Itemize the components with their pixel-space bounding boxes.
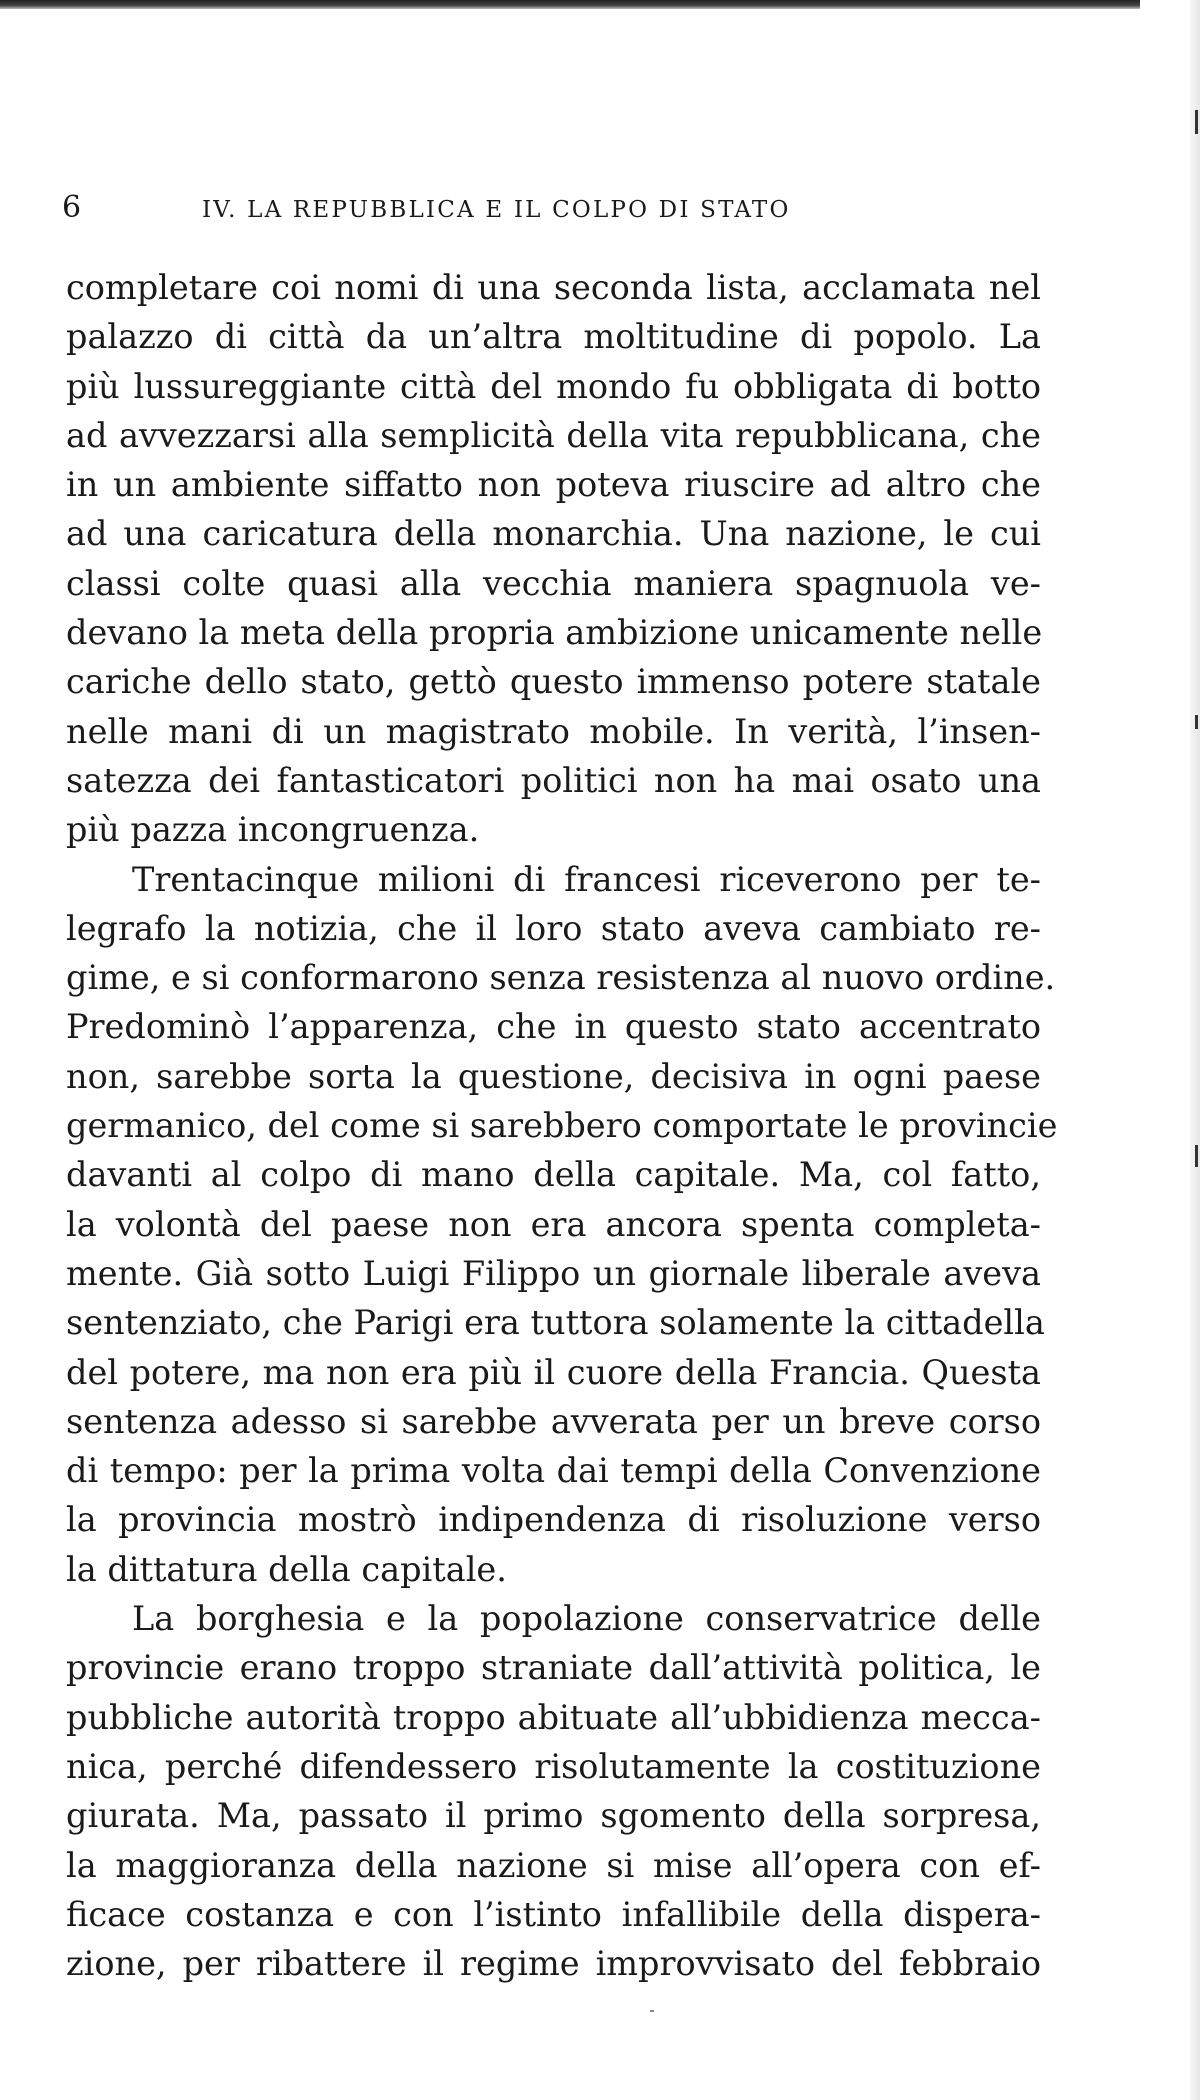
text-line: la maggioranza della nazione si mise all’opera con ef-	[66, 1845, 1041, 1885]
text-line: devano la meta della propria ambizione unicamente nelle	[66, 613, 1043, 653]
text-line: satezza dei fantasticatori politici non ha mai osato una	[66, 760, 1041, 800]
scan-speck	[650, 2010, 654, 2012]
text-line: del potere, ma non era più il cuore della Francia. Questa	[66, 1352, 1041, 1392]
text-line: sentenza adesso si sarebbe avverata per un breve corso	[66, 1401, 1041, 1441]
text-line: gime, e si conformarono senza resistenza al nuovo ordine.	[66, 958, 1056, 998]
text-line: la provincia mostrò indipendenza di risoluzione verso	[66, 1500, 1041, 1540]
edge-mark	[1195, 715, 1198, 729]
text-line: mente. Già sotto Luigi Filippo un giornale liberale aveva	[66, 1253, 1041, 1293]
text-line: nelle mani di un magistrato mobile. In verità, l’insen-	[66, 711, 1041, 751]
text-line: cariche dello stato, gettò questo immenso potere statale	[66, 662, 1041, 702]
edge-mark	[1195, 110, 1198, 134]
text-line: la volontà del paese non era ancora spenta completa-	[66, 1204, 1041, 1244]
text-line: pubbliche autorità troppo abituate all’ubbidienza mecca-	[66, 1697, 1041, 1737]
text-line: più pazza incongruenza.	[66, 810, 480, 850]
text-line: La borghesia e la popolazione conservatrice delle	[132, 1599, 1041, 1639]
right-scan-edge	[1190, 0, 1200, 2100]
text-line: classi colte quasi alla vecchia maniera spagnuola ve-	[66, 563, 1041, 603]
text-line: ad avvezzarsi alla semplicità della vita repubblicana, che	[66, 415, 1041, 455]
page-header	[62, 190, 1062, 226]
text-line: germanico, del come si sarebbero comportate le provincie	[66, 1106, 1058, 1146]
text-line: in un ambiente siffatto non poteva riuscire ad altro che	[66, 465, 1041, 505]
text-line: giurata. Ma, passato il primo sgomento della sorpresa,	[66, 1796, 1041, 1836]
text-line: la dittatura della capitale.	[66, 1549, 507, 1589]
text-line: provincie erano troppo straniate dall’attività politica, le	[66, 1648, 1041, 1688]
text-line: nica, perché difendessero risolutamente la costituzione	[66, 1746, 1041, 1786]
text-line: di tempo: per la prima volta dai tempi della Convenzione	[66, 1451, 1041, 1491]
paragraph	[66, 263, 1041, 855]
text-line: ficace costanza e con l’istinto infallibile della dispera-	[66, 1894, 1041, 1934]
text-line: Trentacinque milioni di francesi riceverono per te-	[132, 859, 1041, 899]
text-line: zione, per ribattere il regime improvvisato del febbraio	[66, 1944, 1041, 1984]
page-number: 6	[62, 190, 82, 225]
text-line: completare coi nomi di una seconda lista, acclamata nel	[66, 268, 1041, 307]
top-scan-border	[0, 0, 1140, 9]
paragraph	[66, 855, 1058, 1594]
running-head: IV. LA REPUBBLICA E IL COLPO DI STATO	[202, 197, 791, 223]
edge-mark	[1195, 1145, 1198, 1167]
paragraph	[66, 1594, 1041, 1988]
text-line: palazzo di città da un’altra moltitudine di popolo. La	[66, 317, 1041, 357]
body-text	[66, 263, 1058, 1988]
text-line: ad una caricatura della monarchia. Una nazione, le cui	[66, 514, 1041, 554]
text-line: più lussureggiante città del mondo fu obbligata di botto	[66, 366, 1041, 406]
text-line: non, sarebbe sorta la questione, decisiva in ogni paese	[66, 1056, 1041, 1096]
text-line: Predominò l’apparenza, che in questo stato accentrato	[66, 1007, 1041, 1047]
text-line: davanti al colpo di mano della capitale. Ma, col fatto,	[66, 1155, 1041, 1195]
text-line: legrafo la notizia, che il loro stato aveva cambiato re-	[66, 908, 1041, 948]
text-line: sentenziato, che Parigi era tuttora solamente la cittadella	[66, 1303, 1045, 1343]
